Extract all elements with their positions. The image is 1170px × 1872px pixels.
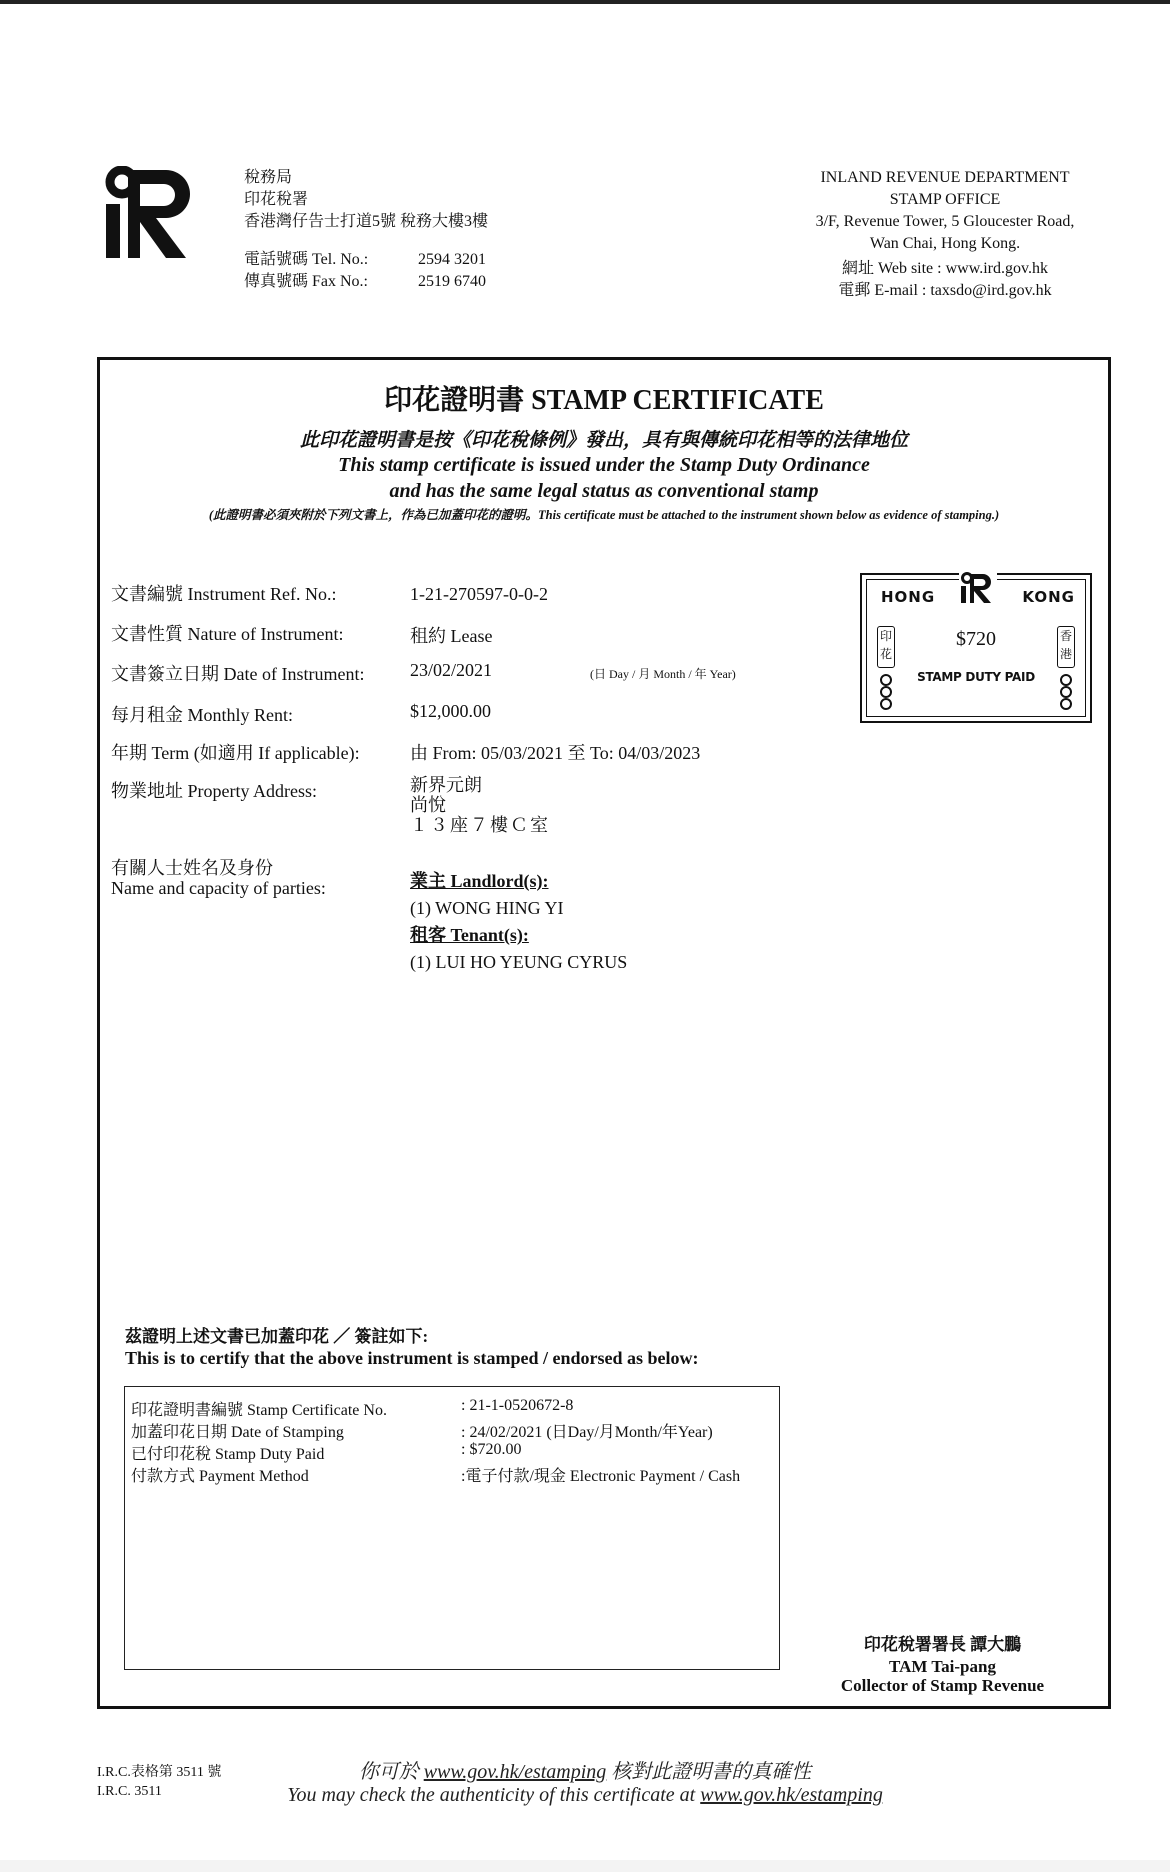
ref-value: 1-21-270597-0-0-2 xyxy=(410,584,548,604)
parties-label xyxy=(111,858,326,898)
payment-method-label: 付款方式 Payment Method xyxy=(131,1468,309,1485)
top-edge xyxy=(0,0,1170,4)
tenant-heading: 租客 Tenant(s): xyxy=(410,925,529,945)
dept-en: INLAND REVENUE DEPARTMENT xyxy=(820,169,1070,186)
certify-statement-en: This is to certify that the above instrument is stamped / endorsed as below: xyxy=(125,1348,699,1368)
office-zh: 印花稅署 xyxy=(244,191,309,208)
stamp-ornament-left-icon xyxy=(879,674,893,710)
ird-logo xyxy=(100,166,204,258)
address-line-3: １３座７樓Ｃ室 xyxy=(410,815,550,835)
parties-list xyxy=(410,868,627,976)
stamp-inner-border xyxy=(866,579,1086,717)
rent-label: 每月租金 Monthly Rent: xyxy=(111,705,294,725)
stamp-date-value: : 24/02/2021 (日Day/月Month/年Year) xyxy=(461,1424,713,1441)
stamp-left-chars: 印花 xyxy=(877,626,895,668)
certify-statement-zh: 茲證明上述文書已加蓋印花 ／ 簽註如下: xyxy=(125,1327,429,1346)
subtitle-zh: 此印花證明書是按《印花稅條例》發出，具有與傳統印花相等的法律地位 xyxy=(299,430,908,451)
header-left xyxy=(244,167,488,293)
landlord-name: (1) WONG HING YI xyxy=(410,898,564,918)
stamp-ornament-right-icon xyxy=(1059,674,1073,710)
date-label: 文書簽立日期 Date of Instrument: xyxy=(111,664,365,684)
parties-label-zh: 有關人士姓名及身份 xyxy=(111,858,273,878)
authenticity-zh-post: 核對此證明書的真確性 xyxy=(606,1761,812,1783)
fax-row xyxy=(244,271,488,293)
estamping-link-zh[interactable]: www.gov.hk/estamping xyxy=(423,1761,607,1783)
fax-label: 傳真號碼 Fax No.: xyxy=(244,273,369,290)
website-link[interactable]: 網址 Web site : www.ird.gov.hk xyxy=(842,260,1048,277)
payment-method-value: :電子付款/現金 Electronic Payment / Cash xyxy=(461,1468,741,1485)
stamp-ird-logo-icon xyxy=(959,572,997,604)
tel-row xyxy=(244,249,488,271)
attachment-note: (此證明書必須夾附於下列文書上，作為已加蓋印花的證明。This certificate must be attached to the instrument shown below as evidence of stamping.) xyxy=(208,508,1000,522)
tel-label: 電話號碼 Tel. No.: xyxy=(244,251,369,268)
property-address xyxy=(410,775,550,835)
tel-value: 2594 3201 xyxy=(418,251,486,268)
collector-name: TAM Tai-pang xyxy=(889,1657,996,1676)
nature-value: 租約 Lease xyxy=(410,626,493,646)
stamp-paid-label: STAMP DUTY PAID xyxy=(917,670,1035,684)
fax-value: 2519 6740 xyxy=(418,273,486,290)
duty-paid-label: 已付印花稅 Stamp Duty Paid xyxy=(131,1446,325,1463)
stamp-kong: KONG xyxy=(1022,588,1075,606)
date-format-hint: (日 Day / 月 Month / 年 Year) xyxy=(590,667,736,681)
rent-value: $12,000.00 xyxy=(410,701,491,721)
tenant-name: (1) LUI HO YEUNG CYRUS xyxy=(410,952,628,972)
email-link[interactable]: 電郵 E-mail : taxsdo@ird.gov.hk xyxy=(838,282,1052,299)
address-en-2: Wan Chai, Hong Kong. xyxy=(869,235,1021,252)
date-value: 23/02/2021 xyxy=(410,660,493,680)
collector-title-zh: 印花稅署署長 譚大鵬 xyxy=(863,1635,1022,1654)
form-number-en: I.R.C. 3511 xyxy=(97,1784,162,1799)
address-label: 物業地址 Property Address: xyxy=(111,781,317,801)
landlord-heading: 業主 Landlord(s): xyxy=(410,871,549,891)
subtitle-en-1: This stamp certificate is issued under the Stamp Duty Ordinance xyxy=(338,454,870,476)
stamp-date-label: 加蓋印花日期 Date of Stamping xyxy=(131,1424,344,1441)
certificate-title: 印花證明書 STAMP CERTIFICATE xyxy=(384,385,824,416)
collector-title-en: Collector of Stamp Revenue xyxy=(840,1676,1045,1695)
dept-zh: 稅務局 xyxy=(244,169,293,186)
office-en: STAMP OFFICE xyxy=(889,191,1001,208)
term-label: 年期 Term (如適用 If applicable): xyxy=(111,743,360,763)
cert-no-value: : 21-1-0520672-8 xyxy=(461,1397,574,1414)
stamp-duty-stamp xyxy=(860,573,1092,723)
parties-label-en: Name and capacity of parties: xyxy=(111,878,326,898)
cert-no-label: 印花證明書編號 Stamp Certificate No. xyxy=(131,1402,387,1419)
subtitle-en-2: and has the same legal status as conventional stamp xyxy=(389,480,819,502)
address-zh: 香港灣仔告士打道5號 稅務大樓3樓 xyxy=(244,213,489,230)
authenticity-en-pre: You may check the authenticity of this certificate at xyxy=(287,1784,701,1806)
ref-label: 文書編號 Instrument Ref. No.: xyxy=(111,584,337,604)
stamp-amount: $720 xyxy=(956,628,996,650)
authenticity-zh-pre: 你可於 xyxy=(358,1761,424,1783)
address-line-1: 新界元朗 xyxy=(410,775,482,795)
authenticity-note-zh xyxy=(0,1755,1170,1784)
duty-paid-value: : $720.00 xyxy=(461,1441,522,1458)
estamping-link-en[interactable]: www.gov.hk/estamping xyxy=(700,1784,883,1806)
authenticity-note-en xyxy=(0,1784,1170,1807)
nature-label: 文書性質 Nature of Instrument: xyxy=(111,624,344,644)
form-number-zh: I.R.C.表格第 3511 號 xyxy=(97,1765,222,1780)
stamp-hong: HONG xyxy=(881,588,936,606)
bottom-edge xyxy=(0,1860,1170,1872)
header-right xyxy=(760,167,1130,302)
address-line-2: 尚悅 xyxy=(410,795,446,815)
stamp-right-chars: 香港 xyxy=(1057,626,1075,668)
address-en-1: 3/F, Revenue Tower, 5 Gloucester Road, xyxy=(815,213,1075,230)
term-value: 由 From: 05/03/2021 至 To: 04/03/2023 xyxy=(410,743,701,763)
